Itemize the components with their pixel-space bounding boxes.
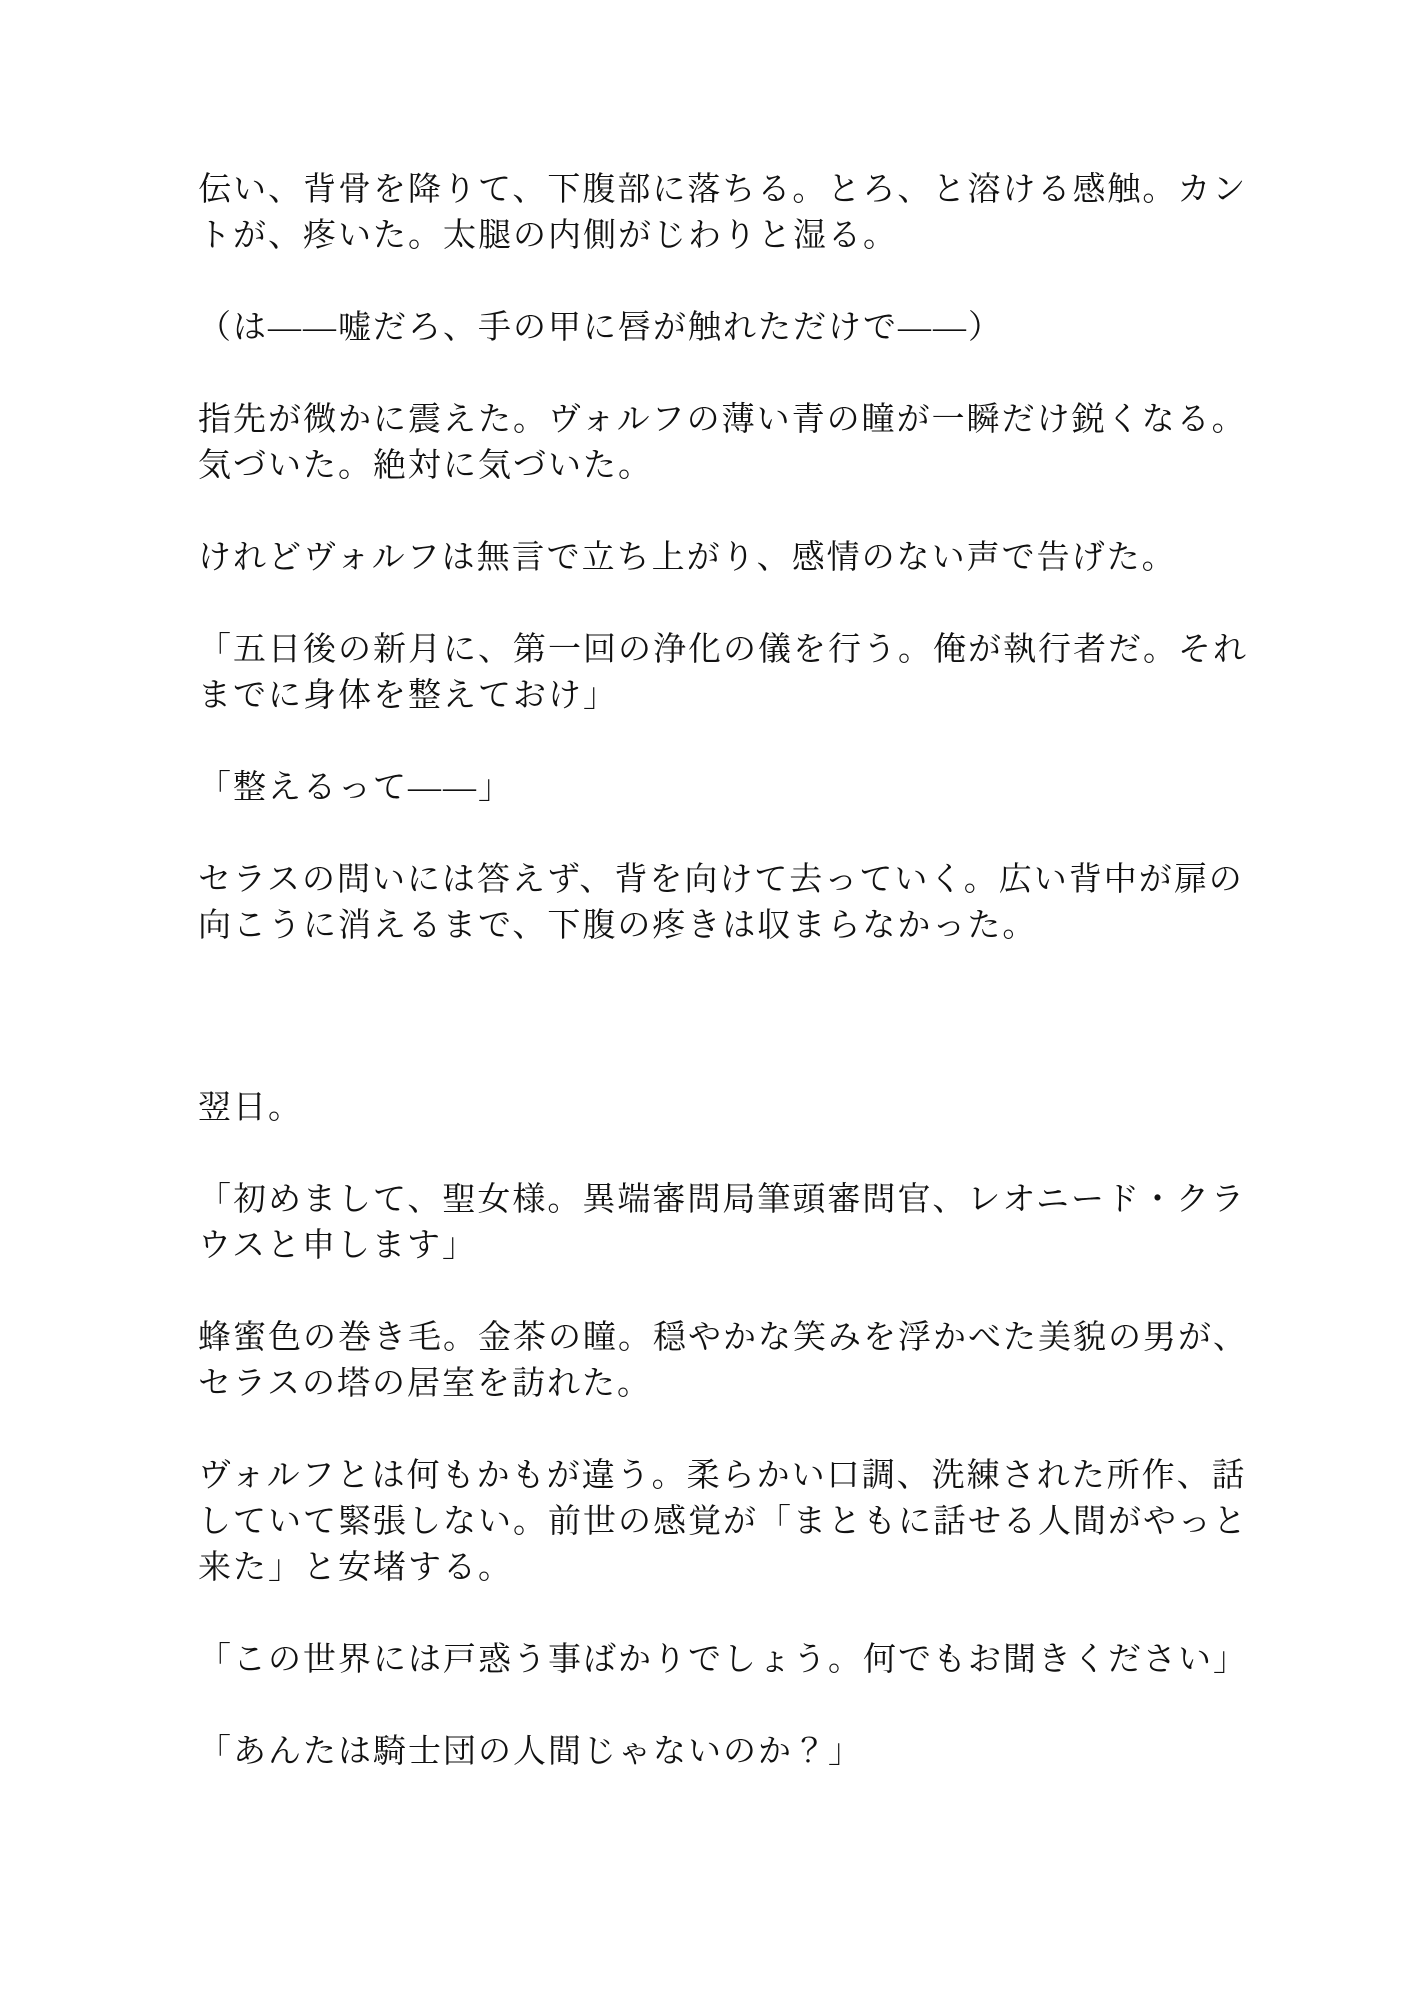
paragraph-dialogue: [198, 1729, 1275, 1775]
text-line: 伝い、背骨を降りて、下腹部に落ちる。とろ、と溶ける感触。カン: [198, 172, 1248, 208]
paragraph-inner-monologue: [198, 305, 1275, 351]
text-line: していて緊張しない。前世の感覚が「まともに話せる人間がやっと: [198, 1504, 1248, 1540]
text-line: 向こうに消えるまで、下腹の疼きは収まらなかった。: [198, 908, 1038, 944]
text-line: セラスの塔の居室を訪れた。: [198, 1366, 653, 1402]
paragraph: [198, 167, 1275, 259]
text-line: トが、疼いた。太腿の内側がじわりと湿る。: [198, 218, 898, 254]
paragraph: [198, 1085, 1275, 1131]
paragraph-dialogue: [198, 1637, 1275, 1683]
text-line: 蜂蜜色の巻き毛。金茶の瞳。穏やかな笑みを浮かべた美貌の男が、: [198, 1320, 1248, 1356]
paragraph: [198, 1315, 1275, 1407]
text-line: 「この世界には戸惑う事ばかりでしょう。何でもお聞きください」: [198, 1642, 1248, 1678]
text-line: までに身体を整えておけ」: [198, 678, 618, 714]
paragraph-dialogue: [198, 1177, 1275, 1269]
scene-break-spacer: [198, 949, 1275, 1039]
paragraph: [198, 397, 1275, 489]
paragraph-dialogue: [198, 627, 1275, 719]
paragraph: [198, 857, 1275, 949]
text-line: 「あんたは騎士団の人間じゃないのか？」: [198, 1734, 863, 1770]
text-line: 来た」と安堵する。: [198, 1550, 513, 1586]
text-line: （は――嘘だろ、手の甲に唇が触れただけで――）: [198, 310, 1003, 346]
text-line: 「初めまして、聖女様。異端審問局筆頭審問官、レオニード・クラ: [198, 1182, 1247, 1218]
text-line: ヴォルフとは何もかもが違う。柔らかい口調、洗練された所作、話: [198, 1458, 1247, 1494]
text-line: セラスの問いには答えず、背を向けて去っていく。広い背中が扉の: [198, 862, 1244, 898]
paragraph: [198, 535, 1275, 581]
text-line: 指先が微かに震えた。ヴォルフの薄い青の瞳が一瞬だけ鋭くなる。: [198, 402, 1247, 438]
text-line: 「五日後の新月に、第一回の浄化の儀を行う。俺が執行者だ。それ: [198, 632, 1248, 668]
text-line: 気づいた。絶対に気づいた。: [198, 448, 653, 484]
text-line: ウスと申します」: [198, 1228, 478, 1264]
text-line: 「整えるって――」: [198, 770, 513, 806]
text-line: けれどヴォルフは無言で立ち上がり、感情のない声で告げた。: [198, 540, 1177, 576]
text-line: 翌日。: [198, 1090, 303, 1126]
paragraph: [198, 1453, 1275, 1591]
paragraph-dialogue: [198, 765, 1275, 811]
